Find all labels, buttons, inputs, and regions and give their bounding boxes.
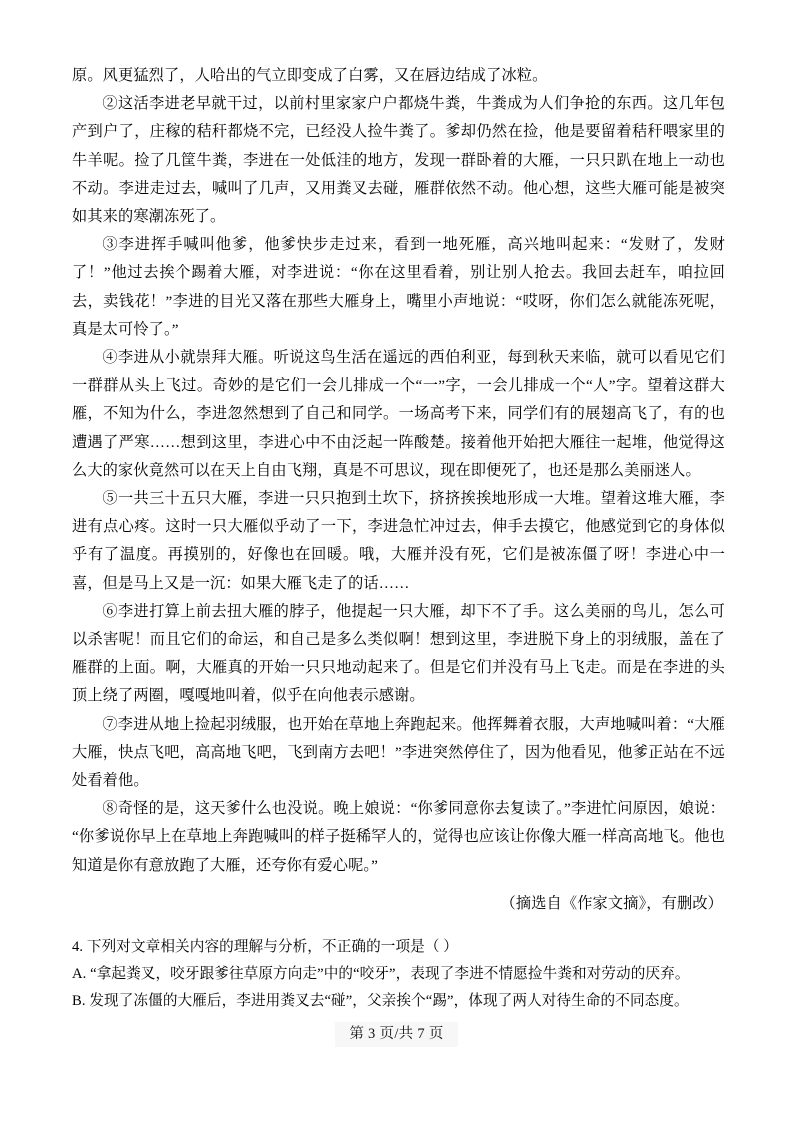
option-b-letter: B.: [72, 993, 86, 1010]
paragraph-2: ②这活李进老早就干过，以前村里家家户户都烧牛粪，牛粪成为人们争抢的东西。这几年包产到户了，庄稼的秸秆都烧不完，已经没人捡牛粪了。爹却仍然在捡，他是要留着秸秆喂家里的牛羊呢。捡了几筐牛粪，李进在一处低洼的地方，发现一群卧着的大雁，一只只趴在地上一动也不动。李进走过去，喊叫了几声，又用粪叉去碰，雁群依然不动。他心想，这些大雁可能是被突如其来的寒潮冻死了。: [72, 95, 725, 226]
paragraph-8: ⑧奇怪的是，这天爹什么也没说。晚上娘说：“你爹同意你去复读了。”李进忙问原因，娘说：“你爹说你早上在草地上奔跑喊叫的样子挺稀罕人的，觉得也应该让你像大雁一样高高地飞。他也知道是你有意放跑了大雁，还夸你有爱心呢。”: [72, 800, 725, 874]
paragraph-3: ③李进挥手喊叫他爹，他爹快步走过来，看到一地死雁，高兴地叫起来：“发财了，发财了！”他过去挨个踢着大雁，对李进说：“你在这里看着，别让别人抢去。我回去赶车，咱拉回去，卖钱花！”李进的目光又落在那些大雁身上，嘴里小声地说：“哎呀，你们怎么就能冻死呢，真是太可怜了。”: [72, 236, 725, 338]
page-footer: [0, 1022, 793, 1047]
page-number-label: 第 3 页/共 7 页: [335, 1022, 457, 1047]
source-attribution: （摘选自《作家文摘》，有删改）: [500, 894, 723, 912]
question-option-a[interactable]: [72, 961, 725, 988]
question-block: [72, 934, 725, 1015]
paragraph-7: ⑦李进从地上捡起羽绒服，也开始在草地上奔跑起来。他挥舞着衣服，大声地喊叫着：“大雁大雁，快点飞吧，高高地飞吧，飞到南方去吧！”李进突然停住了，因为他看见，他爹正站在不远处看着他。: [72, 715, 725, 790]
question-stem: 4. 下列对文章相关内容的理解与分析，不正确的一项是（ ）: [72, 939, 458, 956]
option-a-text: “拿起粪叉，咬牙跟爹往草原方向走”中的“咬牙”，表现了李进不情愿捡牛粪和对劳动的厌弃。: [90, 966, 690, 983]
paragraph-6: ⑥李进打算上前去扭大雁的脖子，他提起一只大雁，却下不了手。这么美丽的鸟儿，怎么可以杀害呢！而且它们的命运，和自己是多么类似啊！想到这里，李进脱下身上的羽绒服，盖在了雁群的上面。啊，大雁真的开始一只只地动起来了。但是它们并没有马上飞走。而是在李进的头顶上绕了两圈，嘎嘎地叫着，似乎在向他表示感谢。: [72, 602, 725, 705]
paragraph-5: ⑤一共三十五只大雁，李进一只只抱到土坎下，挤挤挨挨地形成一大堆。望着这堆大雁，李进有点心疼。这时一只大雁似乎动了一下，李进急忙冲过去，伸手去摸它，他感觉到它的身体似乎有了温度。再摸别的，好像也在回暖。哦，大雁并没有死，它们是被冻僵了呀！李进心中一喜，但是马上又是一沉：如果大雁飞走了的话……: [72, 490, 725, 592]
paragraph-4: ④李进从小就崇拜大雁。听说这鸟生活在遥远的西伯利亚，每到秋天来临，就可以看见它们一群群从头上飞过。奇妙的是它们一会儿排成一个“一”字，一会儿排成一个“人”字。望着这群大雁，不知为什么，李进忽然想到了自己和同学。一场高考下来，同学们有的展翅高飞了，有的也遭遇了严寒……想到这里，李进心中不由泛起一阵酸楚。接着他开始把大雁往一起堆，他觉得这么大的家伙竟然可以在天上自由飞翔，真是不可思议，现在即便死了，也还是那么美丽迷人。: [72, 349, 725, 479]
option-b-text: 发现了冻僵的大雁后，李进用粪叉去“碰”，父亲挨个“踢”，体现了两人对待生命的不同态度。: [89, 993, 689, 1010]
question-option-b[interactable]: [72, 988, 725, 1015]
option-a-letter: A.: [72, 966, 87, 983]
paragraph-continued: 原。风更猛烈了，人哈出的气立即变成了白雾，又在唇边结成了冰粒。: [72, 67, 548, 84]
page-content: [72, 62, 725, 1015]
